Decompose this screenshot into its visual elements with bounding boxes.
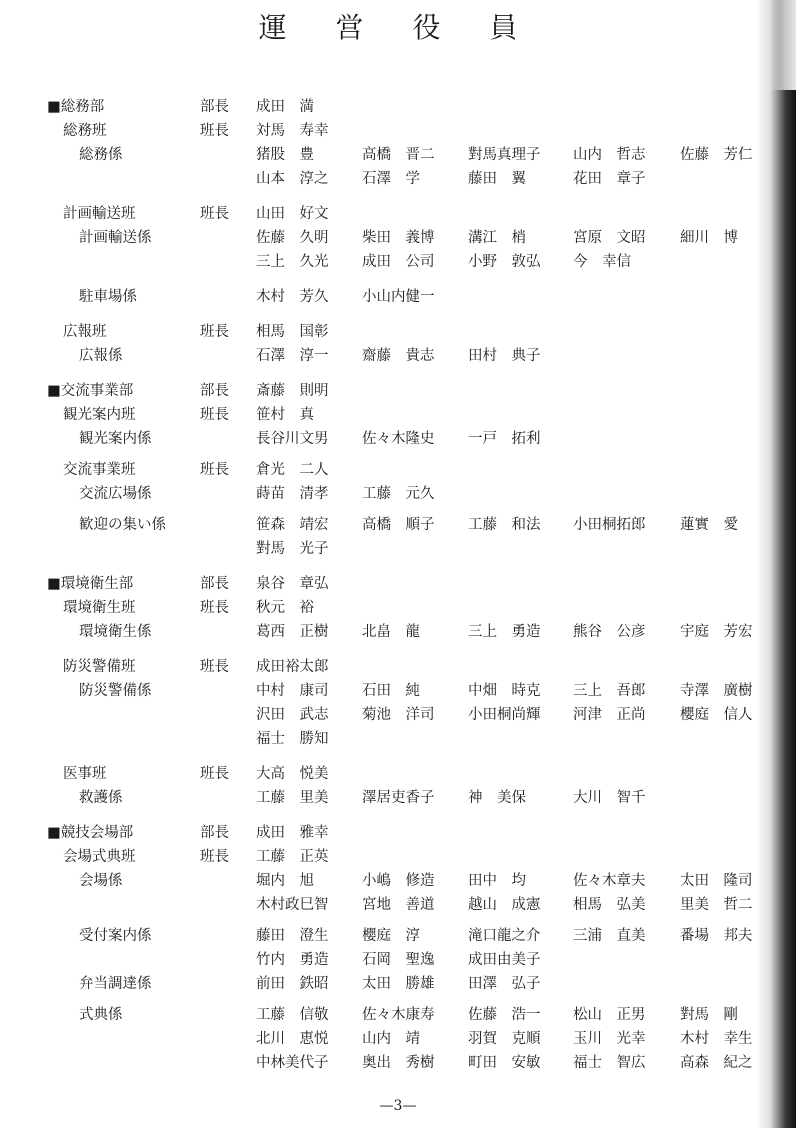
member-name: 福士 智広: [573, 1055, 646, 1071]
member-name: 長谷川文男: [256, 431, 329, 447]
member-name: 工藤 和法: [468, 517, 541, 533]
section-label: 弁当調達係: [79, 976, 152, 992]
member-name: 石田 純: [362, 683, 420, 699]
member-name: 太田 勝雄: [362, 976, 435, 992]
roster-row: [0, 950, 796, 974]
team-label: 交流事業班: [63, 462, 136, 478]
member-name: 大高 悦美: [256, 766, 329, 782]
member-name: 齋藤 貴志: [362, 348, 435, 364]
roster-row: [0, 515, 796, 539]
member-name: 木村 芳久: [256, 289, 329, 305]
member-name: 中村 康司: [256, 683, 329, 699]
member-name: 北畠 龍: [362, 624, 420, 640]
member-name: 笹森 靖宏: [256, 517, 329, 533]
role-label: 班長: [200, 766, 229, 782]
member-name: 羽賀 克順: [468, 1031, 541, 1047]
member-name: 工藤 元久: [362, 486, 435, 502]
member-name: 成田 満: [256, 99, 314, 115]
roster-row: [0, 657, 796, 681]
member-name: 柴田 義博: [362, 230, 435, 246]
roster-row: [0, 460, 796, 484]
member-name: 小田桐拓郎: [573, 517, 646, 533]
section-label: 交流広場係: [79, 486, 152, 502]
member-name: 越山 成憲: [468, 897, 541, 913]
page-title: 運 営 役 員: [258, 11, 538, 44]
role-label: 班長: [200, 462, 229, 478]
member-name: 宮地 善道: [362, 897, 435, 913]
member-name: 小田桐尚輝: [468, 707, 541, 723]
member-name: 田澤 弘子: [468, 976, 541, 992]
roster-row: [0, 926, 796, 950]
section-label: 駐車場係: [79, 289, 137, 305]
department-label: ■交流事業部: [47, 383, 134, 399]
member-name: 高橋 晋二: [362, 147, 435, 163]
member-name: 細川 博: [680, 230, 738, 246]
member-name: 河津 正尚: [573, 707, 646, 723]
member-name: 沢田 武志: [256, 707, 329, 723]
member-name: 斎藤 則明: [256, 383, 329, 399]
section-label: 救護係: [79, 790, 123, 806]
member-name: 小嶋 修造: [362, 873, 435, 889]
member-name: 小山内健一: [362, 289, 435, 305]
member-name: 蓮實 愛: [680, 517, 738, 533]
member-name: 北川 恵悦: [256, 1031, 329, 1047]
member-name: 山内 靖: [362, 1031, 420, 1047]
roster-row: [0, 97, 796, 121]
role-label: 部長: [200, 825, 229, 841]
member-name: 堀内 旭: [256, 873, 314, 889]
member-name: 工藤 里美: [256, 790, 329, 806]
member-name: 溝江 梢: [468, 230, 526, 246]
roster-row: [0, 322, 796, 346]
binding-edge: [768, 0, 796, 90]
section-label: 式典係: [79, 1007, 123, 1023]
member-name: 田村 典子: [468, 348, 541, 364]
member-name: 里美 哲二: [680, 897, 753, 913]
member-name: 中畑 時克: [468, 683, 541, 699]
roster-row: [0, 895, 796, 919]
roster-row: [0, 681, 796, 705]
department-label: ■環境衛生部: [47, 576, 134, 592]
member-name: 佐々木隆史: [362, 431, 435, 447]
member-name: 奥出 秀樹: [362, 1055, 435, 1071]
department-label: ■総務部: [47, 99, 105, 115]
member-name: 工藤 正英: [256, 849, 329, 865]
roster-row: [0, 405, 796, 429]
roster-row: [0, 729, 796, 753]
team-label: 広報班: [63, 324, 107, 340]
role-label: 班長: [200, 659, 229, 675]
member-name: 木村 幸生: [680, 1031, 753, 1047]
roster-row: [0, 974, 796, 998]
role-label: 班長: [200, 206, 229, 222]
member-name: 石澤 学: [362, 171, 420, 187]
member-name: 山本 淳之: [256, 171, 329, 187]
member-name: 三浦 直美: [573, 928, 646, 944]
member-name: 佐々木章夫: [573, 873, 646, 889]
member-name: 前田 鉄昭: [256, 976, 329, 992]
member-name: 高森 紀之: [680, 1055, 753, 1071]
member-name: 對馬 剛: [680, 1007, 738, 1023]
team-label: 医事班: [63, 766, 107, 782]
member-name: 佐藤 浩一: [468, 1007, 541, 1023]
section-label: 防災警備係: [79, 683, 152, 699]
member-name: 中林美代子: [256, 1055, 329, 1071]
member-name: 佐藤 芳仁: [680, 147, 753, 163]
member-name: 對馬真理子: [468, 147, 541, 163]
section-label: 観光案内係: [79, 431, 152, 447]
roster-row: [0, 252, 796, 276]
team-label: 会場式典班: [63, 849, 136, 865]
roster-row: [0, 429, 796, 453]
team-label: 計画輸送班: [63, 206, 136, 222]
member-name: 葛西 正樹: [256, 624, 329, 640]
member-name: 秋元 裕: [256, 600, 314, 616]
role-label: 班長: [200, 407, 229, 423]
section-label: 総務係: [79, 147, 123, 163]
member-name: 櫻庭 淳: [362, 928, 420, 944]
member-name: 対馬 寿幸: [256, 123, 329, 139]
section-label: 広報係: [79, 348, 123, 364]
member-name: 竹内 勇造: [256, 952, 329, 968]
roster-row: [0, 1005, 796, 1029]
member-name: 三上 勇造: [468, 624, 541, 640]
member-name: 成田裕太郎: [256, 659, 329, 675]
member-name: 高橋 順子: [362, 517, 435, 533]
roster-row: [0, 539, 796, 563]
member-name: 田中 均: [468, 873, 526, 889]
roster-row: [0, 847, 796, 871]
department-label: ■競技会場部: [47, 825, 134, 841]
role-label: 班長: [200, 600, 229, 616]
member-name: 猪股 豊: [256, 147, 314, 163]
team-label: 防災警備班: [63, 659, 136, 675]
member-name: 石岡 聖逸: [362, 952, 435, 968]
member-name: 松山 正男: [573, 1007, 646, 1023]
member-name: 櫻庭 信人: [680, 707, 753, 723]
member-name: 大川 智千: [573, 790, 646, 806]
role-label: 部長: [200, 576, 229, 592]
roster-row: [0, 204, 796, 228]
section-label: 歓迎の集い係: [79, 517, 166, 533]
member-name: 藤田 翼: [468, 171, 526, 187]
team-label: 環境衛生班: [63, 600, 136, 616]
roster-row: [0, 381, 796, 405]
member-name: 藤田 澄生: [256, 928, 329, 944]
member-name: 石澤 淳一: [256, 348, 329, 364]
page-number: —3—: [379, 1098, 417, 1114]
role-label: 班長: [200, 849, 229, 865]
member-name: 宮原 文昭: [573, 230, 646, 246]
member-name: 番場 邦夫: [680, 928, 753, 944]
team-label: 観光案内班: [63, 407, 136, 423]
member-name: 滝口龍之介: [468, 928, 541, 944]
member-name: 福士 勝知: [256, 731, 329, 747]
member-name: 佐藤 久明: [256, 230, 329, 246]
roster-row: [0, 1053, 796, 1077]
roster-row: [0, 228, 796, 252]
member-name: 笹村 真: [256, 407, 314, 423]
section-label: 計画輸送係: [79, 230, 152, 246]
roster-row: [0, 1029, 796, 1053]
member-name: 宇庭 芳宏: [680, 624, 753, 640]
member-name: 澤居吏香子: [362, 790, 435, 806]
member-name: 佐々木康寿: [362, 1007, 435, 1023]
role-label: 部長: [200, 99, 229, 115]
member-name: 蒔苗 清孝: [256, 486, 329, 502]
roster-row: [0, 121, 796, 145]
roster-row: [0, 484, 796, 508]
roster-row: [0, 287, 796, 311]
roster-row: [0, 705, 796, 729]
roster-row: [0, 145, 796, 169]
role-label: 班長: [200, 123, 229, 139]
member-name: 木村政巳智: [256, 897, 329, 913]
member-name: 山田 好文: [256, 206, 329, 222]
member-name: 對馬 光子: [256, 541, 329, 557]
member-name: 寺澤 廣樹: [680, 683, 753, 699]
roster-row: [0, 574, 796, 598]
roster-row: [0, 823, 796, 847]
member-name: 成田由美子: [468, 952, 541, 968]
member-name: 成田 雅幸: [256, 825, 329, 841]
roster-row: [0, 622, 796, 646]
role-label: 部長: [200, 383, 229, 399]
member-name: 工藤 信敬: [256, 1007, 329, 1023]
member-name: 神 美保: [468, 790, 526, 806]
member-name: 菊池 洋司: [362, 707, 435, 723]
staff-roster: [0, 97, 796, 1077]
member-name: 太田 隆司: [680, 873, 753, 889]
member-name: 玉川 光幸: [573, 1031, 646, 1047]
member-name: 町田 安敏: [468, 1055, 541, 1071]
roster-row: [0, 346, 796, 370]
section-label: 受付案内係: [79, 928, 152, 944]
roster-row: [0, 788, 796, 812]
member-name: 熊谷 公彦: [573, 624, 646, 640]
member-name: 三上 吾郎: [573, 683, 646, 699]
binding-shadow: [756, 0, 796, 1128]
member-name: 小野 敦弘: [468, 254, 541, 270]
member-name: 相馬 弘美: [573, 897, 646, 913]
member-name: 泉谷 章弘: [256, 576, 329, 592]
roster-row: [0, 871, 796, 895]
roster-row: [0, 169, 796, 193]
section-label: 環境衛生係: [79, 624, 152, 640]
member-name: 三上 久光: [256, 254, 329, 270]
member-name: 今 幸信: [573, 254, 631, 270]
member-name: 花田 章子: [573, 171, 646, 187]
member-name: 一戸 拓利: [468, 431, 541, 447]
team-label: 総務班: [63, 123, 107, 139]
roster-row: [0, 598, 796, 622]
role-label: 班長: [200, 324, 229, 340]
roster-row: [0, 764, 796, 788]
member-name: 倉光 二人: [256, 462, 329, 478]
member-name: 成田 公司: [362, 254, 435, 270]
member-name: 山内 哲志: [573, 147, 646, 163]
section-label: 会場係: [79, 873, 123, 889]
member-name: 相馬 国彰: [256, 324, 329, 340]
